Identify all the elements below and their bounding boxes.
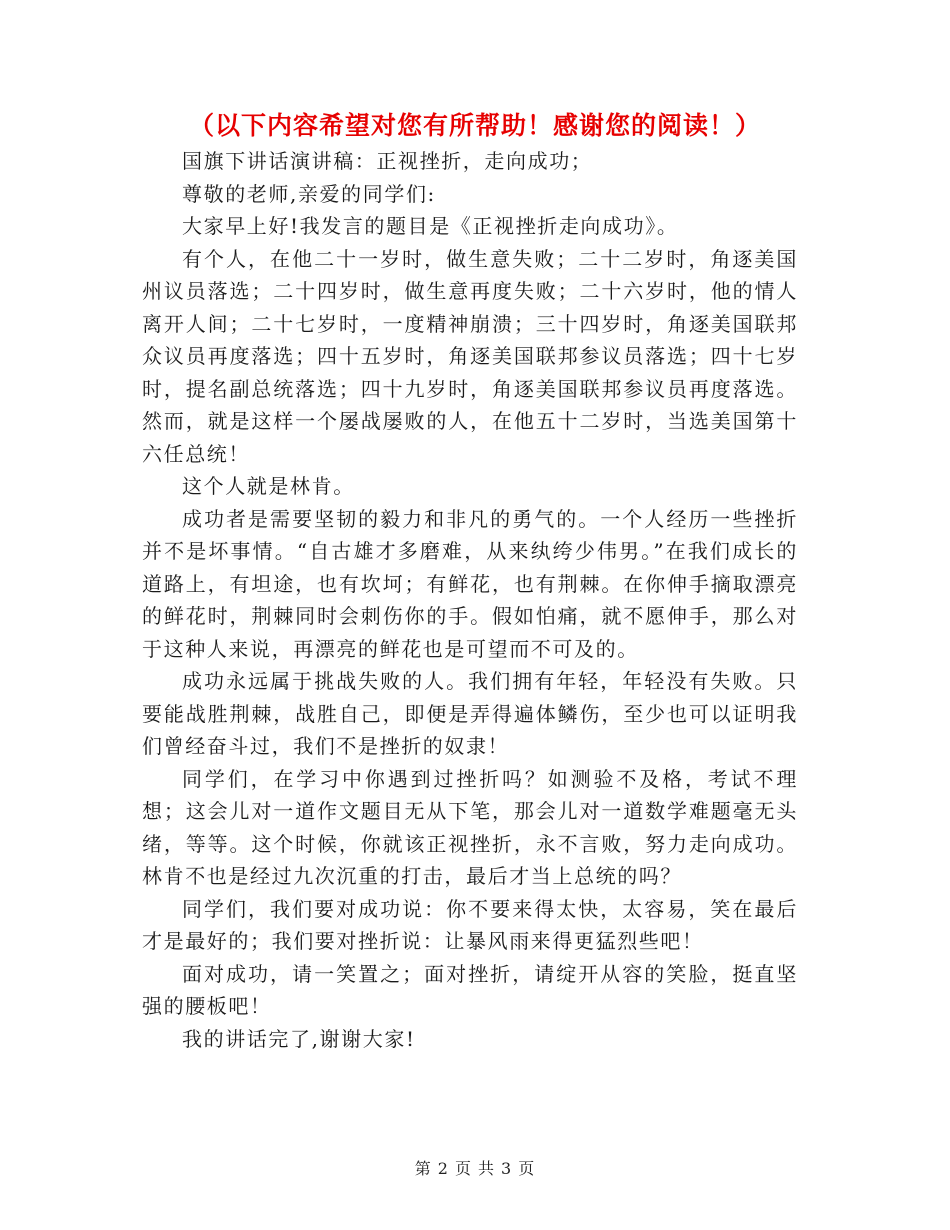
paragraph: 面对成功，请一笑置之；面对挫折，请绽开从容的笑脸，挺直坚强的腰板吧！: [142, 961, 798, 1018]
page-footer: [0, 1156, 950, 1179]
footer-prefix: 第: [414, 1159, 432, 1178]
paragraph-closing: 我的讲话完了,谢谢大家!: [182, 1026, 416, 1051]
paragraph: 成功永远属于挑战失败的人。我们拥有年轻，年轻没有失败。只要能战胜荆棘，战胜自己，即便是弄得遍体鳞伤，至少也可以证明我们曾经奋斗过，我们不是挫折的奴隶！: [142, 669, 798, 758]
paragraph-greeting: 大家早上好!我发言的题目是《正视挫折走向成功》。: [182, 214, 679, 238]
header-note: （以下内容希望对您有所帮助！感谢您的阅读！）: [188, 111, 761, 140]
paragraph: 这个人就是林肯。: [182, 474, 355, 498]
document-body: [142, 145, 798, 1055]
paragraph: 成功者是需要坚韧的毅力和非凡的勇气的。一个人经历一些挫折并不是坏事情。“自古雄才多磨难，从来纨绔少伟男。”在我们成长的道路上，有坦途，也有坎坷；有鲜花，也有荆棘。在你伸手摘取漂亮的鲜花时，荆棘同时会刺伤你的手。假如怕痛，就不愿伸手，那么对于这种人来说，再漂亮的鲜花也是可望而不可及的。: [142, 506, 798, 661]
footer-mid: 页 共: [454, 1159, 496, 1178]
footer-page-number: 2: [437, 1159, 449, 1178]
paragraph: 同学们，我们要对成功说：你不要来得太快，太容易，笑在最后才是最好的；我们要对挫折说：让暴风雨来得更猛烈些吧！: [142, 896, 798, 953]
footer-suffix: 页: [518, 1159, 536, 1178]
paragraph: 同学们，在学习中你遇到过挫折吗？如测验不及格，考试不理想；这会儿对一道作文题目无从下笔，那会儿对一道数学难题毫无头绪，等等。这个时候，你就该正视挫折，永不言败，努力走向成功。林肯不也是经过九次沉重的打击，最后才当上总统的吗？: [142, 766, 798, 888]
paragraph-salutation: 尊敬的老师,亲爱的同学们:: [182, 181, 436, 206]
paragraph-title: 国旗下讲话演讲稿：正视挫折，走向成功；: [182, 149, 593, 173]
paragraph: 有个人，在他二十一岁时，做生意失败；二十二岁时，角逐美国州议员落选；二十四岁时，做生意再度失败；二十六岁时，他的情人离开人间；二十七岁时，一度精神崩溃；三十四岁时，角逐美国联邦众议员再度落选；四十五岁时，角逐美国联邦参议员落选；四十七岁时，提名副总统落选；四十九岁时，角逐美国联邦参议员再度落选。然而，就是这样一个屡战屡败的人，在他五十二岁时，当选美国第十六任总统！: [142, 246, 798, 466]
footer-total-pages: 3: [501, 1159, 513, 1178]
